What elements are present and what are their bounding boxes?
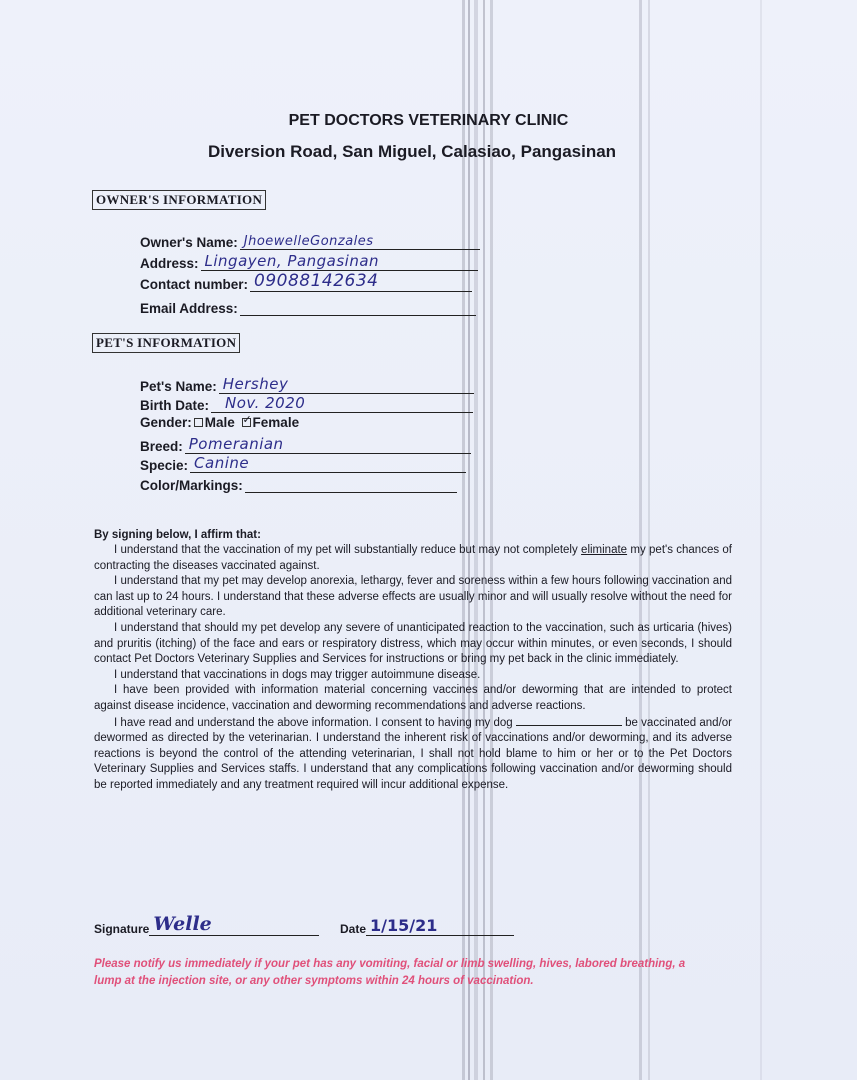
consent-paragraph: [94, 543, 732, 574]
consent-text: my pet's chances of contracting the diseases vaccinated against.: [94, 544, 732, 572]
clinic-address: Diversion Road, San Miguel, Calasiao, Pangasinan: [207, 142, 617, 161]
owner-address-field: [140, 251, 478, 271]
breed-field: [140, 434, 471, 454]
color-markings-label: Color/Markings:: [140, 478, 243, 493]
color-markings-line[interactable]: [245, 474, 457, 493]
birth-date-field: [140, 393, 473, 413]
vaccination-notice: Please notify us immediately if your pet has any vomiting, facial or limb swelling, hives, labored breathing, a lump at the injection site, or any other symptoms within 24 hours of vaccination.: [94, 958, 686, 987]
female-checkbox[interactable]: [242, 414, 252, 427]
owner-address-value: Lingayen, Pangasinan: [204, 252, 380, 270]
owner-name-label: Owner's Name:: [140, 235, 238, 250]
specie-value: Canine: [194, 454, 250, 472]
female-label: Female: [252, 415, 300, 430]
date-field: [340, 913, 514, 936]
date-value: 1/15/21: [370, 916, 438, 935]
owner-contact-value: 09088142634: [254, 271, 379, 291]
owner-email-field: [140, 296, 476, 316]
owner-contact-line[interactable]: [250, 273, 472, 292]
pet-name-line[interactable]: [219, 375, 474, 394]
breed-label: Breed:: [140, 439, 183, 454]
scan-streak: [639, 0, 642, 1080]
specie-line[interactable]: [190, 454, 466, 473]
specie-field: [140, 453, 466, 473]
owner-name-line[interactable]: [240, 231, 480, 250]
owner-contact-field: [140, 272, 472, 292]
owner-section-heading: OWNER'S INFORMATION: [92, 190, 266, 210]
breed-line[interactable]: [185, 435, 471, 454]
consent-text: I have read and understand the above information. I consent to having my dog: [114, 716, 516, 729]
signature-label: Signature: [94, 922, 150, 936]
consent-body: [94, 543, 732, 794]
signature-field: [94, 913, 319, 936]
date-line[interactable]: [366, 913, 514, 936]
owner-email-label: Email Address:: [140, 301, 238, 316]
check-mark-icon: ✓: [242, 414, 252, 427]
clinic-title: PET DOCTORS VETERINARY CLINIC: [288, 112, 569, 129]
consent-paragraph: I have been provided with information material concerning vaccines and/or deworming that are intended to protect against disease incidence, vaccination and deworming recommendations and adverse reactions.: [94, 684, 732, 712]
consent-heading: By signing below, I affirm that:: [94, 529, 261, 541]
birth-date-value: Nov. 2020: [225, 394, 306, 412]
signature-value: Welle: [153, 913, 212, 935]
owner-contact-label: Contact number:: [140, 277, 248, 292]
owner-name-field: [140, 230, 480, 250]
underlined-word: eliminate: [581, 544, 628, 556]
male-checkbox[interactable]: [194, 418, 203, 427]
consent-paragraph: I understand that my pet may develop anorexia, lethargy, fever and soreness within a few hours following vaccination and can last up to 24 hours. I understand that these adverse effects are usually minor and will usually resolve without the need for additional veterinary care.: [94, 575, 732, 619]
pet-section-heading: PET'S INFORMATION: [92, 333, 240, 353]
breed-value: Pomeranian: [188, 435, 284, 453]
dog-name-blank[interactable]: [516, 715, 622, 726]
consent-paragraph: I understand that should my pet develop any severe of unanticipated reaction to the vaccination, such as urticaria (hives) and pruritis (itching) of the face and ears or respiratory distress, which may occur within minutes, or even seconds, I should contact Pet Doctors Veterinary Supplies and Services for instructions or bring my pet back in the clinic immediately.: [94, 621, 732, 666]
owner-address-line[interactable]: [201, 252, 478, 271]
pet-name-label: Pet's Name:: [140, 379, 217, 394]
birth-date-line[interactable]: [211, 394, 473, 413]
pet-name-value: Hershey: [222, 375, 289, 393]
male-label: Male: [204, 415, 235, 430]
consent-paragraph: [94, 715, 732, 794]
consent-paragraph: I understand that vaccinations in dogs may trigger autoimmune disease.: [114, 668, 481, 681]
specie-label: Specie:: [140, 458, 189, 473]
date-label: Date: [340, 922, 367, 936]
consent-text: be vaccinated and/or dewormed as directed by the veterinarian. I understand the inherent risk of vaccinations and/or deworming, and its adverse reactions is beyond the control of the attending veterinarian, I shall not hold blame to him or her or to the Pet Doctors Veterinary Supplies and Services staffs. I understand that any complications following vaccination and/or deworming should be reported immediately and any treatment required will incur additional expense.: [94, 716, 732, 791]
birth-date-label: Birth Date:: [140, 398, 210, 413]
owner-address-label: Address:: [140, 256, 199, 271]
consent-text: I understand that the vaccination of my pet will substantially reduce but may not completely: [114, 544, 582, 556]
color-markings-field: [140, 473, 457, 493]
pet-name-field: [140, 374, 474, 394]
scan-streak: [648, 0, 650, 1080]
gender-field: [140, 415, 299, 430]
signature-line[interactable]: [149, 913, 319, 936]
owner-email-line[interactable]: [240, 297, 476, 316]
gender-label: Gender:: [140, 415, 192, 430]
owner-name-value: JhoewelleGonzales: [243, 234, 374, 249]
scan-streak: [760, 0, 762, 1080]
